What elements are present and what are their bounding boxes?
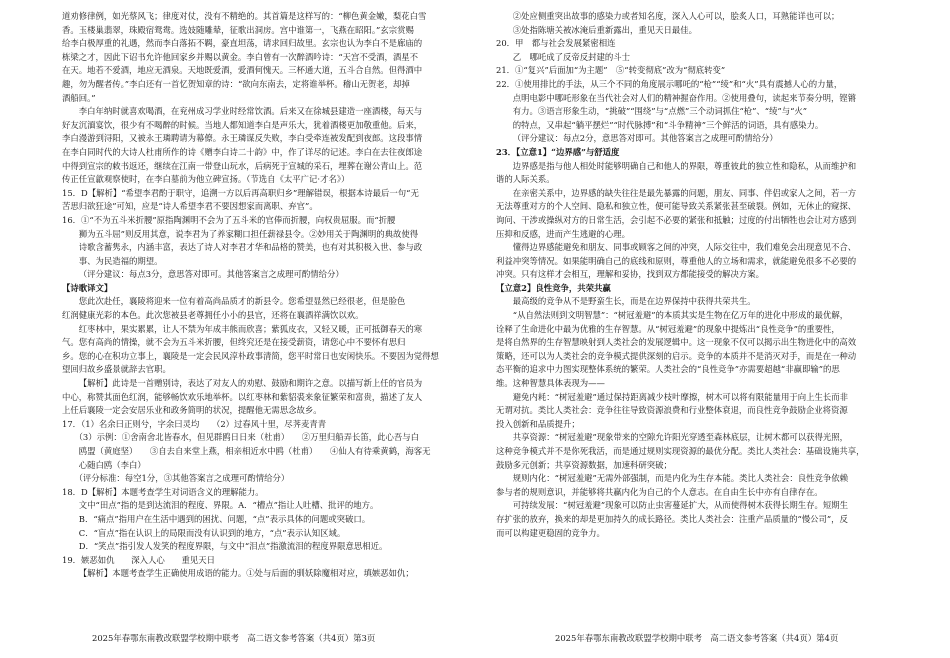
text-line: 鸥盟（黄庭坚） ③自去自来堂上燕，相亲相近水中鸥（杜甫） ④仙人有待乘黄鹤，海客无 — [62, 446, 431, 456]
text-line: 态平衡的追求中力图实现整体系统的繁荣。人类社会的“良性竞争”亦需要超越“非赢即输”的思 — [496, 364, 840, 375]
answer-18: 18．D【解析】本题考查学生对词语含义的理解能力。 — [62, 486, 264, 497]
left-page-column — [62, 10, 482, 625]
text-line: D．“笑点”指引发人发笑的程度界限，与文中“泪点”指激流泪的程度界限意思相近。 — [78, 541, 388, 552]
text-line: 鼓励多元创新；共享资源数据，加速科研突破； — [496, 459, 672, 470]
text-line: 红润健康光彩的本色。此次您被县老尊拥任小小的县官，还将在襄酒祥满饮以欢。 — [62, 310, 364, 321]
text-line: 上任后襄陵一定会安居乐业和政务简明的状况，提醒他无需思念故乡。 — [62, 405, 322, 416]
text-line: 懂得边界感能避免和朋友、同事或顾客之间的冲突，人际交往中，我们难免会出现意见不合、 — [512, 242, 857, 253]
text-line: 道劝修律例，如光蔡风飞；律度对仗，没有不精绝的。其首篇是这样写的：“柳色黄金嫩，梨花白雪 — [62, 11, 427, 21]
text-line: 好友沉湎宴饮，很少有不喝醉的时候。当地人都知道李白是声乐大，犹着酒楼更加敬重他。后来， — [62, 119, 423, 130]
text-line: 乙 哪吒成了反帝反封建的斗士 — [512, 51, 631, 62]
text-line: 在天。地若不爱酒，地应无酒泉。天地既爱酒，爱酒何愧天。三杯通大道，五斗合自然。但得酒中 — [62, 65, 423, 76]
text-line: 压抑和反感，进而产生逃避的心理。 — [496, 228, 630, 239]
text-line: 投入创新和品质提升； — [496, 418, 580, 429]
text-line: 这种竞争模式并不是你死我活，而是通过规则实现资源的最优分配。类比人类社会：基础设施共享， — [496, 446, 865, 456]
text-line: 苦思归欲狂途”可知，应是“诗人希望李君不要因想家而离职、弃官”。 — [62, 201, 318, 212]
text-line: 谐的人际关系。 — [496, 174, 555, 185]
text-line: 文中“田点”指的是到达流泪的程度、界限。A．“槽点”指让人吐槽、批评的地方。 — [78, 500, 379, 511]
answer-15: 15．D【解析】“希望李君酌于职守，追溯一方以后再高职归乡”理解错误，根据本诗最后一句“无 — [62, 187, 419, 198]
answer-23-heading: 23．【立意1】“边界感”与舒适度 — [496, 146, 620, 157]
text-line: 有力。③语言形象生动，“挑破”“围绕”与“点燃”三个动词抓住“枪”、“绫”与“火” — [512, 106, 808, 117]
text-line: 利益冲突等情况。如果能明确自己的底线和原则，尊重他人的立场和需求，就能避免很多不必要的 — [496, 255, 857, 266]
text-line: 在亲密关系中，边界感的缺失往往是最先暴露的问题，朋友、同事、伴侣或家人之间，若一方 — [512, 187, 857, 198]
text-line: 是将自然界的生存智慧映射到人类社会的发展逻辑中。这一现象不仅可以揭示出生物进化中的高效 — [496, 337, 857, 348]
text-line: 规则内化：“树冠羞避”无需外部强制，而是内化为生存本能。类比人类社会：良性竞争依赖 — [512, 473, 848, 484]
text-line: 共享资源：“树冠羞避”现象带来的空隙允许阳光穿透至森林底层，让树木都可以获得光照， — [512, 432, 848, 443]
scoring-note: （评分建议：每点3分，意思答对即可。其他答案言之成理可酌情给分） — [78, 269, 344, 280]
answer-20: 20．甲 都与社会发展紧密相连 — [496, 38, 616, 49]
text-line: 狮为五斗屈”则反用其意，说李君为了养家糊口担任薪禄县令。②妙用关于陶渊明的典故使得 — [78, 228, 419, 239]
text-line: 存扩张的放弃，换来的却是更加持久的成长路径。类比人类社会：注重产品质量的“慢公司”，反 — [496, 513, 848, 524]
text-line: 的特点，又串起“躺平摆烂”“时代脉搏”和“斗争精神”三个鲜活的词语，具有感染力。 — [512, 119, 824, 130]
text-line: 无谓对抗。类比人类社会：竞争往往导致资源浪费和行业整体衰退，而良性竞争鼓励企业将资源 — [496, 405, 848, 416]
text-line: 中得到宣宗的敕书返还，继续在江南一带登山玩水，后病死于宣城的采石，埋葬在谢公青山上。范 — [62, 160, 423, 171]
text-line: B．“痛点”指用户在生活中遇到的困扰、问题，“点”表示具体的问题或突破口。 — [78, 513, 371, 524]
text-line: 参与者的规则意识，并能够将共赢内化为自己的个人意志。在自由生长中亦有自律存在。 — [496, 486, 823, 497]
scoring-note: （评分标准：每空1分，③其他答案言之成理可酌情给分） — [62, 473, 290, 484]
answer-21: 21．①“复兴”后面加“为主题” ⑤“转变彻底”改为“彻底转变” — [496, 65, 726, 76]
text-line: 中心，称赞其面色红润，能够畅饮欢乐地举杯。以红枣林和紫貂裘来象征繁荣和富贵，描述了友人 — [62, 391, 423, 402]
text-line: 【解析】本题考查学生正确使用成语的能力。①处与后面的驯妖除魔相对应，填嫉恶如仇； — [78, 568, 414, 579]
answer-22: 22．①使用排比的手法，从三个不同的角度展示哪吒的“枪”“绫”和“火”具有震撼人心的力量， — [496, 78, 843, 89]
text-line: 而可以构建更稳固的竞争力。 — [496, 527, 605, 538]
text-line: 诗歌含蓄隽永，内涵丰富，表达了诗人对李君才华和品格的赞美，也有对其积极入世、参与政 — [78, 242, 423, 253]
right-page-column — [496, 10, 908, 625]
answer-16: 16．①“不为五斗米折腰”原指陶渊明不会为了五斗米的官俸而折腰，向权贵屈服。而“折腰 — [62, 214, 396, 225]
section-heading: 【诗歌译文】 — [62, 282, 113, 293]
text-line: 趣，勿为醒者传。”李白还有一首忆贺知章的诗：“欲向东南去，定将谁举杯。稽山无贺老，却掉 — [62, 78, 410, 89]
text-line: 心随白鸥（李白） — [62, 459, 146, 470]
text-line: 传正任宣歙观察使时，在李白墓前为他立碑宣扬。（节选自《太平广记·才名》） — [62, 174, 350, 185]
text-line: ②处应侧重突出故事的感染力或者知名度，深入人心可以，脍炙人口，耳熟能详也可以； — [512, 11, 840, 21]
text-line: “从自然法则到文明智慧”：“树冠羞避”的本质其实是生物在亿万年的进化中形成的最优解， — [512, 310, 849, 321]
answer-17: 17．（1）名余曰正则兮，字余曰灵均 （2）过春风十里，尽荠麦青青 — [62, 418, 327, 429]
text-line: 香。玉楼巢翡翠，珠殿宿鸳鸯。选妓随雕辇，征歌出洞房。宫中谁第一，飞燕在昭阳。”玄宗赏赐 — [62, 24, 414, 35]
section-heading: 【立意2】良性竞争，共荣共赢 — [496, 282, 611, 293]
text-line: 询问、干涉或操纵对方的日常生活，会引起不必要的紧张和抵触；过度的付出牺牲也会让对方感到 — [496, 214, 857, 225]
text-line: 红枣林中，果实累累，让人不禁为年成丰熊而欣喜；紫狐皮衣，又轻又暖，正可抵御春天的寒 — [78, 323, 423, 334]
scoring-note: （评分建议：每点2分，意思答对即可。其他答案言之成理可酌情给分） — [512, 133, 778, 144]
text-line: 望回归故乡盛景就辞去官职。 — [62, 364, 171, 375]
text-line: 酒船回。” — [62, 92, 96, 103]
text-line: 边界感是指与他人相处时能够明确自己和他人的界限，尊重彼此的独立性和隐私，从而维护和 — [512, 160, 857, 171]
text-line: 【解析】此诗是一首赠别诗，表达了对友人的劝慰、鼓励和期许之意。以描写新上任的官员为 — [78, 378, 423, 389]
text-line: 给李白极厚重的礼遇，然而李白落拓不羁，豪直坦荡，请求回归故里。玄宗也认为李白不是廊庙的 — [62, 38, 423, 49]
text-line: 李白漫游到浔阳，又被永王璘聘请为幕僚。永王璘谋反失败，李白受牵连被发配到夜郎。这段事情 — [62, 133, 423, 144]
text-line: 最高级的竞争从不是野蛮生长，而是在边界保持中获得共荣共生。 — [512, 296, 756, 307]
answer-19: 19．嫉恶如仇 深入人心 重见天日 — [62, 554, 216, 565]
text-line: （3）示例：①舍南舍北皆春水，但见群鸥日日来（杜甫） ②万里归船弄长笛，此心吾与白 — [62, 432, 420, 443]
text-line: 气。您有高尚的情操，就不会为五斗米折腰，但终究还是在接受薪资，请您心中不要怀有思归 — [62, 337, 406, 348]
text-line: 乡。您的心在积功立事上，襄陵是一定会民风淳朴政事清简，您平时常日也安闲快乐。不要因为觉得想 — [62, 350, 439, 361]
text-line: 诠释了生命进化中最为优雅的生存智慧。从“树冠羞避”的现象中提炼出“良性竞争”的重要性， — [496, 323, 840, 334]
text-line: 维。这种智慧具体表现为—— — [496, 378, 605, 389]
page-footer-left: 2025年春鄂东南教改联盟学校期中联考 高二语文参考答案（共4页）第3页 — [92, 633, 376, 643]
text-line: 策略，还可以为人类社会的竞争模式提供深刻的启示。竞争的本质并不是消灭对手，而是在一种动 — [496, 350, 857, 361]
text-line: 在李白同时代的大诗人杜甫所作的诗《赠李白诗二十韵》中，作了详尽的记述。李白在去往夜郎途 — [62, 146, 423, 157]
text-line: ③处指陈塘关被冰淹后重新露出，重见天日最佳。 — [512, 24, 698, 35]
text-line: 可持续发展：“树冠羞避”现象可以防止虫害蔓延扩大，从而使得树木获得长期生存。短期生 — [512, 500, 848, 511]
text-line: 李白年纳时就喜欢喝酒，在兖州成习学业时经常饮酒。后来又在徐城县建造一座酒楼，每天与 — [78, 106, 423, 117]
text-line: 冲突。只有这样才会相互，理解和妥协，找到双方都能接受的解决方案。 — [496, 269, 764, 280]
page-footer-right: 2025年春鄂东南教改联盟学校期中联考 高二语文参考答案（共4页）第4页 — [555, 633, 839, 643]
text-line: 您此次赴任，襄陵将迎来一位有着高尚品质才的新县令。您希望显然已经很老，但是脸色 — [78, 296, 406, 307]
text-line: 避免内耗：“树冠羞避”通过保持距离减少枝叶摩擦，树木可以将有限能量用于向上生长而非 — [512, 391, 848, 402]
text-line: 无法尊重对方的个人空间、隐私和独立性，便可能导致关系紧张甚至破裂。例如，无休止的窥探、 — [496, 201, 857, 212]
text-line: 事、为民造福的期望。 — [78, 255, 163, 266]
text-line: 栋梁之才，因此下诏书允许他回家乡并赐以黄金。李白曾有一次醉酒吟诗：“天宫不受酒，酒星不 — [62, 51, 419, 62]
text-line: 点明电影中哪吒形象在当代社会对人们的精神握奋作用。②使用叠句，读起来节奏分明，铿锵 — [512, 92, 857, 103]
text-line: C．“盲点”指在认识上的局限而没有认识到的地方，“点”表示认知区域。 — [78, 527, 346, 538]
